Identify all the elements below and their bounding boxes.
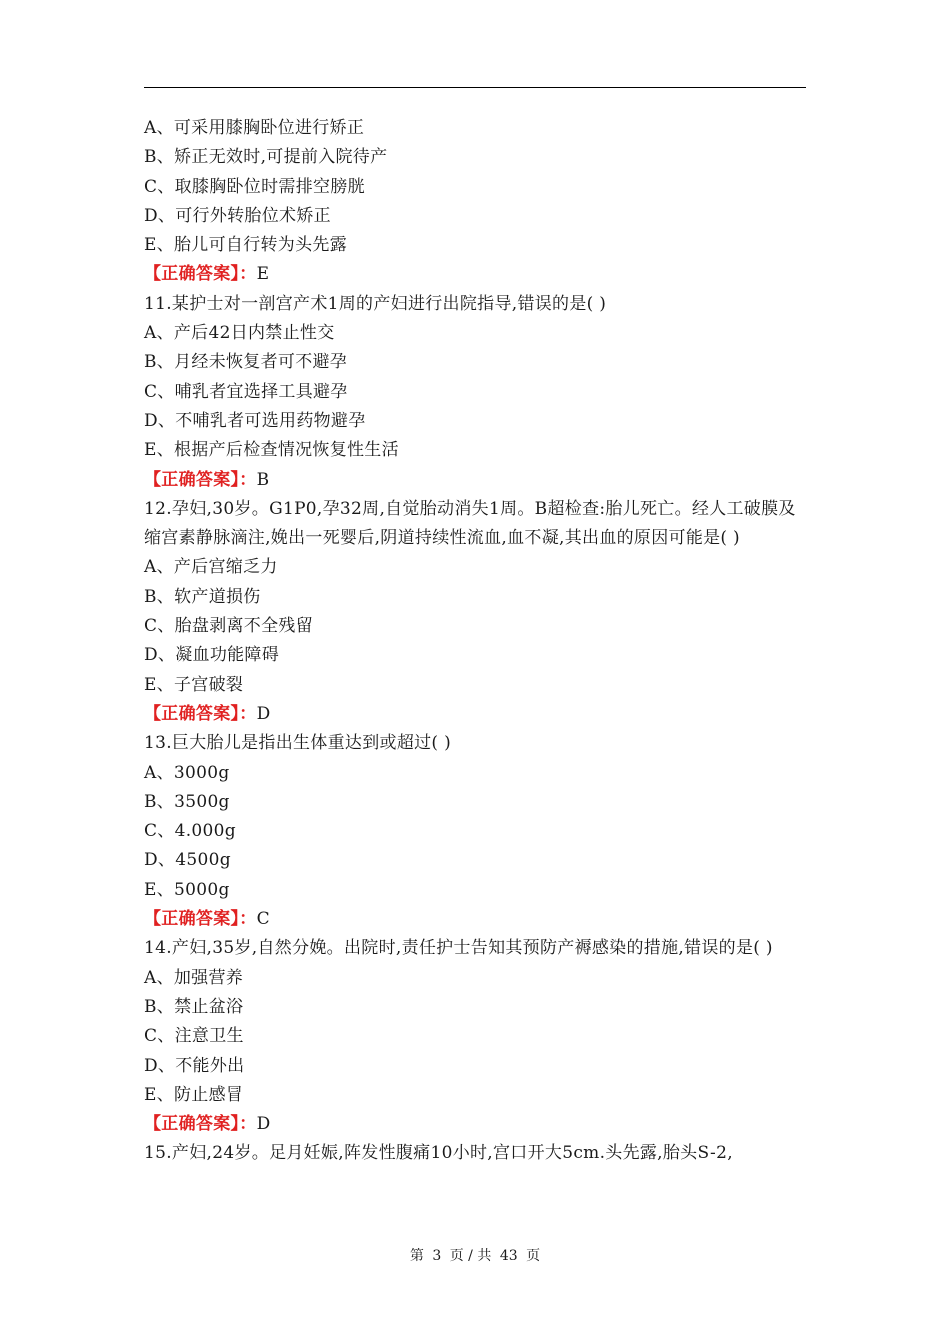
answer-line	[144, 1110, 810, 1139]
answer-value: E	[256, 264, 270, 285]
option-text: B、月经未恢复者可不避孕	[144, 352, 348, 373]
answer-value: D	[256, 1114, 271, 1135]
answer-value: B	[256, 469, 270, 490]
option-text: B、3500g	[144, 791, 230, 812]
answer-label: 【正确答案】：	[144, 469, 257, 490]
question-text: 12.孕妇,30岁。G1P0,孕32周,自觉胎动消失1周。B超检查:胎儿死亡。经人工破膜及缩宫素静脉滴注,娩出一死婴后,阴道持续性流血,血不凝,其出血的原因可能是( )	[144, 498, 796, 549]
footer-total-pages: 43	[499, 1248, 518, 1264]
option-text: E、子宫破裂	[144, 674, 244, 695]
question-text: 11.某护士对一剖宫产术1周的产妇进行出院指导,错误的是( )	[144, 293, 607, 314]
option-text: B、禁止盆浴	[144, 996, 244, 1017]
answer-line	[144, 700, 810, 729]
option-text: A、可采用膝胸卧位进行矫正	[144, 118, 365, 138]
header-rule	[144, 87, 806, 88]
option-text: C、4.000g	[144, 821, 236, 842]
option-text: E、防止感冒	[144, 1084, 244, 1105]
option-text: B、矫正无效时,可提前入院待产	[144, 147, 388, 168]
footer-page-number: 3	[432, 1248, 442, 1264]
option-text: A、产后42日内禁止性交	[144, 323, 335, 344]
answer-label: 【正确答案】：	[144, 264, 257, 285]
answer-line	[144, 466, 810, 495]
answer-line	[144, 260, 810, 289]
option-text: E、5000g	[144, 879, 230, 900]
question-text: 15.产妇,24岁。足月妊娠,阵发性腹痛10小时,宫口开大5cm.头先露,胎头S-2,	[144, 1143, 733, 1164]
page-footer	[0, 1245, 950, 1265]
option-text: C、取膝胸卧位时需排空膀胱	[144, 176, 365, 197]
answer-label: 【正确答案】：	[144, 703, 257, 724]
option-text: C、胎盘剥离不全残留	[144, 616, 314, 637]
document-body	[144, 114, 810, 1169]
answer-value: D	[256, 703, 271, 724]
answer-label: 【正确答案】：	[144, 1114, 257, 1135]
option-text: D、不哺乳者可选用药物避孕	[144, 410, 366, 431]
option-text: C、哺乳者宜选择工具避孕	[144, 381, 348, 402]
footer-mid: 页 / 共	[449, 1248, 492, 1264]
option-text: D、不能外出	[144, 1055, 245, 1076]
option-text: A、产后宫缩乏力	[144, 557, 278, 578]
question-text: 14.产妇,35岁,自然分娩。出院时,责任护士告知其预防产褥感染的措施,错误的是( )	[144, 938, 773, 959]
option-text: E、根据产后检查情况恢复性生活	[144, 440, 399, 461]
footer-prefix: 第	[409, 1248, 424, 1264]
answer-label: 【正确答案】：	[144, 909, 257, 930]
option-text: E、胎儿可自行转为头先露	[144, 235, 348, 256]
option-text: D、凝血功能障碍	[144, 645, 280, 666]
footer-suffix: 页	[526, 1248, 541, 1264]
option-text: D、4500g	[144, 850, 231, 871]
option-text: B、软产道损伤	[144, 586, 261, 607]
question-text: 13.巨大胎儿是指出生体重达到或超过( )	[144, 733, 452, 754]
option-text: C、注意卫生	[144, 1026, 244, 1047]
option-text: A、3000g	[144, 762, 230, 783]
option-text: D、可行外转胎位术矫正	[144, 205, 331, 226]
answer-value: C	[256, 909, 270, 930]
option-text: A、加强营养	[144, 967, 244, 988]
answer-line	[144, 905, 810, 934]
